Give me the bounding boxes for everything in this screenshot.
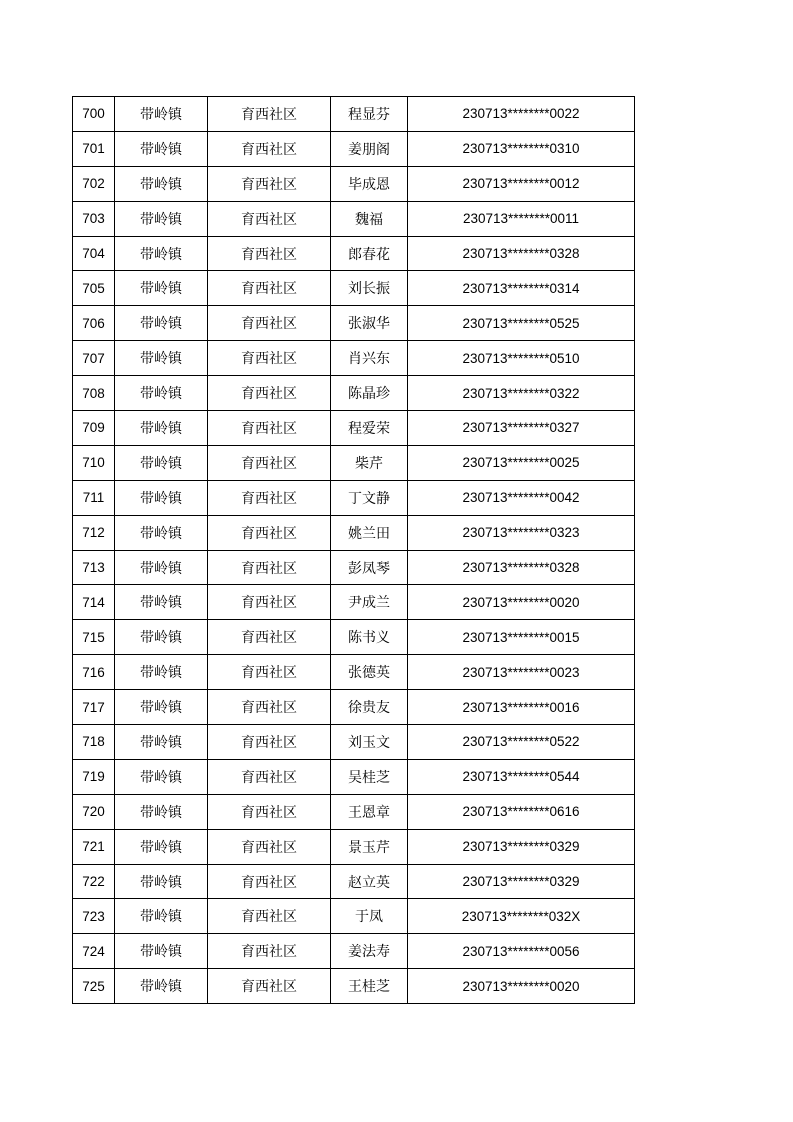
name-cell: 陈晶珍 [331, 376, 408, 411]
town-cell: 带岭镇 [115, 655, 208, 690]
id-number-cell: 230713********0544 [408, 759, 635, 794]
name-cell: 吴桂芝 [331, 759, 408, 794]
community-cell: 育西社区 [208, 969, 331, 1004]
name-cell: 姜朋阁 [331, 131, 408, 166]
row-number-cell: 714 [73, 585, 115, 620]
id-number-cell: 230713********0328 [408, 236, 635, 271]
table-row [73, 969, 635, 1004]
row-number-cell: 724 [73, 934, 115, 969]
community-cell: 育西社区 [208, 934, 331, 969]
community-cell: 育西社区 [208, 97, 331, 132]
community-cell: 育西社区 [208, 341, 331, 376]
town-cell: 带岭镇 [115, 899, 208, 934]
town-cell: 带岭镇 [115, 515, 208, 550]
town-cell: 带岭镇 [115, 690, 208, 725]
table-row [73, 166, 635, 201]
id-number-cell: 230713********0328 [408, 550, 635, 585]
row-number-cell: 708 [73, 376, 115, 411]
town-cell: 带岭镇 [115, 864, 208, 899]
id-number-cell: 230713********0023 [408, 655, 635, 690]
town-cell: 带岭镇 [115, 829, 208, 864]
name-cell: 尹成兰 [331, 585, 408, 620]
id-number-cell: 230713********0510 [408, 341, 635, 376]
table-row [73, 690, 635, 725]
town-cell: 带岭镇 [115, 411, 208, 446]
row-number-cell: 710 [73, 445, 115, 480]
table-row [73, 236, 635, 271]
town-cell: 带岭镇 [115, 725, 208, 760]
community-cell: 育西社区 [208, 690, 331, 725]
name-cell: 张淑华 [331, 306, 408, 341]
table-row [73, 550, 635, 585]
id-number-cell: 230713********0015 [408, 620, 635, 655]
table-row [73, 411, 635, 446]
table-row [73, 376, 635, 411]
id-number-cell: 230713********0329 [408, 864, 635, 899]
community-cell: 育西社区 [208, 620, 331, 655]
roster-table [72, 96, 635, 1004]
community-cell: 育西社区 [208, 864, 331, 899]
community-cell: 育西社区 [208, 445, 331, 480]
town-cell: 带岭镇 [115, 306, 208, 341]
community-cell: 育西社区 [208, 759, 331, 794]
town-cell: 带岭镇 [115, 480, 208, 515]
row-number-cell: 712 [73, 515, 115, 550]
town-cell: 带岭镇 [115, 271, 208, 306]
name-cell: 郎春花 [331, 236, 408, 271]
row-number-cell: 709 [73, 411, 115, 446]
table-row [73, 201, 635, 236]
row-number-cell: 706 [73, 306, 115, 341]
row-number-cell: 725 [73, 969, 115, 1004]
table-row [73, 515, 635, 550]
table-row [73, 131, 635, 166]
town-cell: 带岭镇 [115, 201, 208, 236]
row-number-cell: 723 [73, 899, 115, 934]
community-cell: 育西社区 [208, 236, 331, 271]
name-cell: 姜法寿 [331, 934, 408, 969]
table-row [73, 725, 635, 760]
name-cell: 毕成恩 [331, 166, 408, 201]
name-cell: 丁文静 [331, 480, 408, 515]
name-cell: 张德英 [331, 655, 408, 690]
name-cell: 王桂芝 [331, 969, 408, 1004]
row-number-cell: 717 [73, 690, 115, 725]
name-cell: 王恩章 [331, 794, 408, 829]
id-number-cell: 230713********0322 [408, 376, 635, 411]
name-cell: 姚兰田 [331, 515, 408, 550]
id-number-cell: 230713********0522 [408, 725, 635, 760]
name-cell: 魏福 [331, 201, 408, 236]
row-number-cell: 703 [73, 201, 115, 236]
community-cell: 育西社区 [208, 829, 331, 864]
id-number-cell: 230713********0020 [408, 585, 635, 620]
community-cell: 育西社区 [208, 201, 331, 236]
community-cell: 育西社区 [208, 306, 331, 341]
table-row [73, 480, 635, 515]
id-number-cell: 230713********0042 [408, 480, 635, 515]
table-row [73, 794, 635, 829]
id-number-cell: 230713********0525 [408, 306, 635, 341]
community-cell: 育西社区 [208, 725, 331, 760]
row-number-cell: 700 [73, 97, 115, 132]
id-number-cell: 230713********0022 [408, 97, 635, 132]
name-cell: 肖兴东 [331, 341, 408, 376]
table-row [73, 585, 635, 620]
id-number-cell: 230713********0327 [408, 411, 635, 446]
town-cell: 带岭镇 [115, 934, 208, 969]
name-cell: 柴芹 [331, 445, 408, 480]
table-row [73, 97, 635, 132]
table-row [73, 655, 635, 690]
town-cell: 带岭镇 [115, 794, 208, 829]
community-cell: 育西社区 [208, 131, 331, 166]
row-number-cell: 716 [73, 655, 115, 690]
row-number-cell: 715 [73, 620, 115, 655]
id-number-cell: 230713********0016 [408, 690, 635, 725]
row-number-cell: 713 [73, 550, 115, 585]
id-number-cell: 230713********0310 [408, 131, 635, 166]
table-row [73, 620, 635, 655]
name-cell: 彭凤琴 [331, 550, 408, 585]
id-number-cell: 230713********032X [408, 899, 635, 934]
name-cell: 程爱荣 [331, 411, 408, 446]
id-number-cell: 230713********0323 [408, 515, 635, 550]
row-number-cell: 704 [73, 236, 115, 271]
id-number-cell: 230713********0025 [408, 445, 635, 480]
community-cell: 育西社区 [208, 655, 331, 690]
community-cell: 育西社区 [208, 515, 331, 550]
town-cell: 带岭镇 [115, 376, 208, 411]
row-number-cell: 718 [73, 725, 115, 760]
town-cell: 带岭镇 [115, 620, 208, 655]
row-number-cell: 720 [73, 794, 115, 829]
town-cell: 带岭镇 [115, 969, 208, 1004]
id-number-cell: 230713********0020 [408, 969, 635, 1004]
town-cell: 带岭镇 [115, 445, 208, 480]
name-cell: 程显芬 [331, 97, 408, 132]
table-row [73, 759, 635, 794]
table-row [73, 271, 635, 306]
town-cell: 带岭镇 [115, 759, 208, 794]
name-cell: 刘玉文 [331, 725, 408, 760]
row-number-cell: 722 [73, 864, 115, 899]
community-cell: 育西社区 [208, 550, 331, 585]
name-cell: 景玉芹 [331, 829, 408, 864]
id-number-cell: 230713********0011 [408, 201, 635, 236]
town-cell: 带岭镇 [115, 97, 208, 132]
town-cell: 带岭镇 [115, 166, 208, 201]
row-number-cell: 705 [73, 271, 115, 306]
row-number-cell: 707 [73, 341, 115, 376]
community-cell: 育西社区 [208, 411, 331, 446]
community-cell: 育西社区 [208, 480, 331, 515]
community-cell: 育西社区 [208, 585, 331, 620]
town-cell: 带岭镇 [115, 585, 208, 620]
table-row [73, 829, 635, 864]
row-number-cell: 701 [73, 131, 115, 166]
table-row [73, 899, 635, 934]
roster-table-body [73, 97, 635, 1004]
table-row [73, 306, 635, 341]
row-number-cell: 719 [73, 759, 115, 794]
town-cell: 带岭镇 [115, 131, 208, 166]
name-cell: 于凤 [331, 899, 408, 934]
community-cell: 育西社区 [208, 271, 331, 306]
town-cell: 带岭镇 [115, 236, 208, 271]
town-cell: 带岭镇 [115, 341, 208, 376]
community-cell: 育西社区 [208, 899, 331, 934]
name-cell: 刘长振 [331, 271, 408, 306]
community-cell: 育西社区 [208, 794, 331, 829]
row-number-cell: 711 [73, 480, 115, 515]
name-cell: 赵立英 [331, 864, 408, 899]
community-cell: 育西社区 [208, 166, 331, 201]
table-row [73, 934, 635, 969]
id-number-cell: 230713********0056 [408, 934, 635, 969]
name-cell: 徐贵友 [331, 690, 408, 725]
name-cell: 陈书义 [331, 620, 408, 655]
id-number-cell: 230713********0616 [408, 794, 635, 829]
table-row [73, 445, 635, 480]
table-row [73, 864, 635, 899]
row-number-cell: 702 [73, 166, 115, 201]
town-cell: 带岭镇 [115, 550, 208, 585]
id-number-cell: 230713********0012 [408, 166, 635, 201]
table-row [73, 341, 635, 376]
row-number-cell: 721 [73, 829, 115, 864]
community-cell: 育西社区 [208, 376, 331, 411]
id-number-cell: 230713********0329 [408, 829, 635, 864]
id-number-cell: 230713********0314 [408, 271, 635, 306]
